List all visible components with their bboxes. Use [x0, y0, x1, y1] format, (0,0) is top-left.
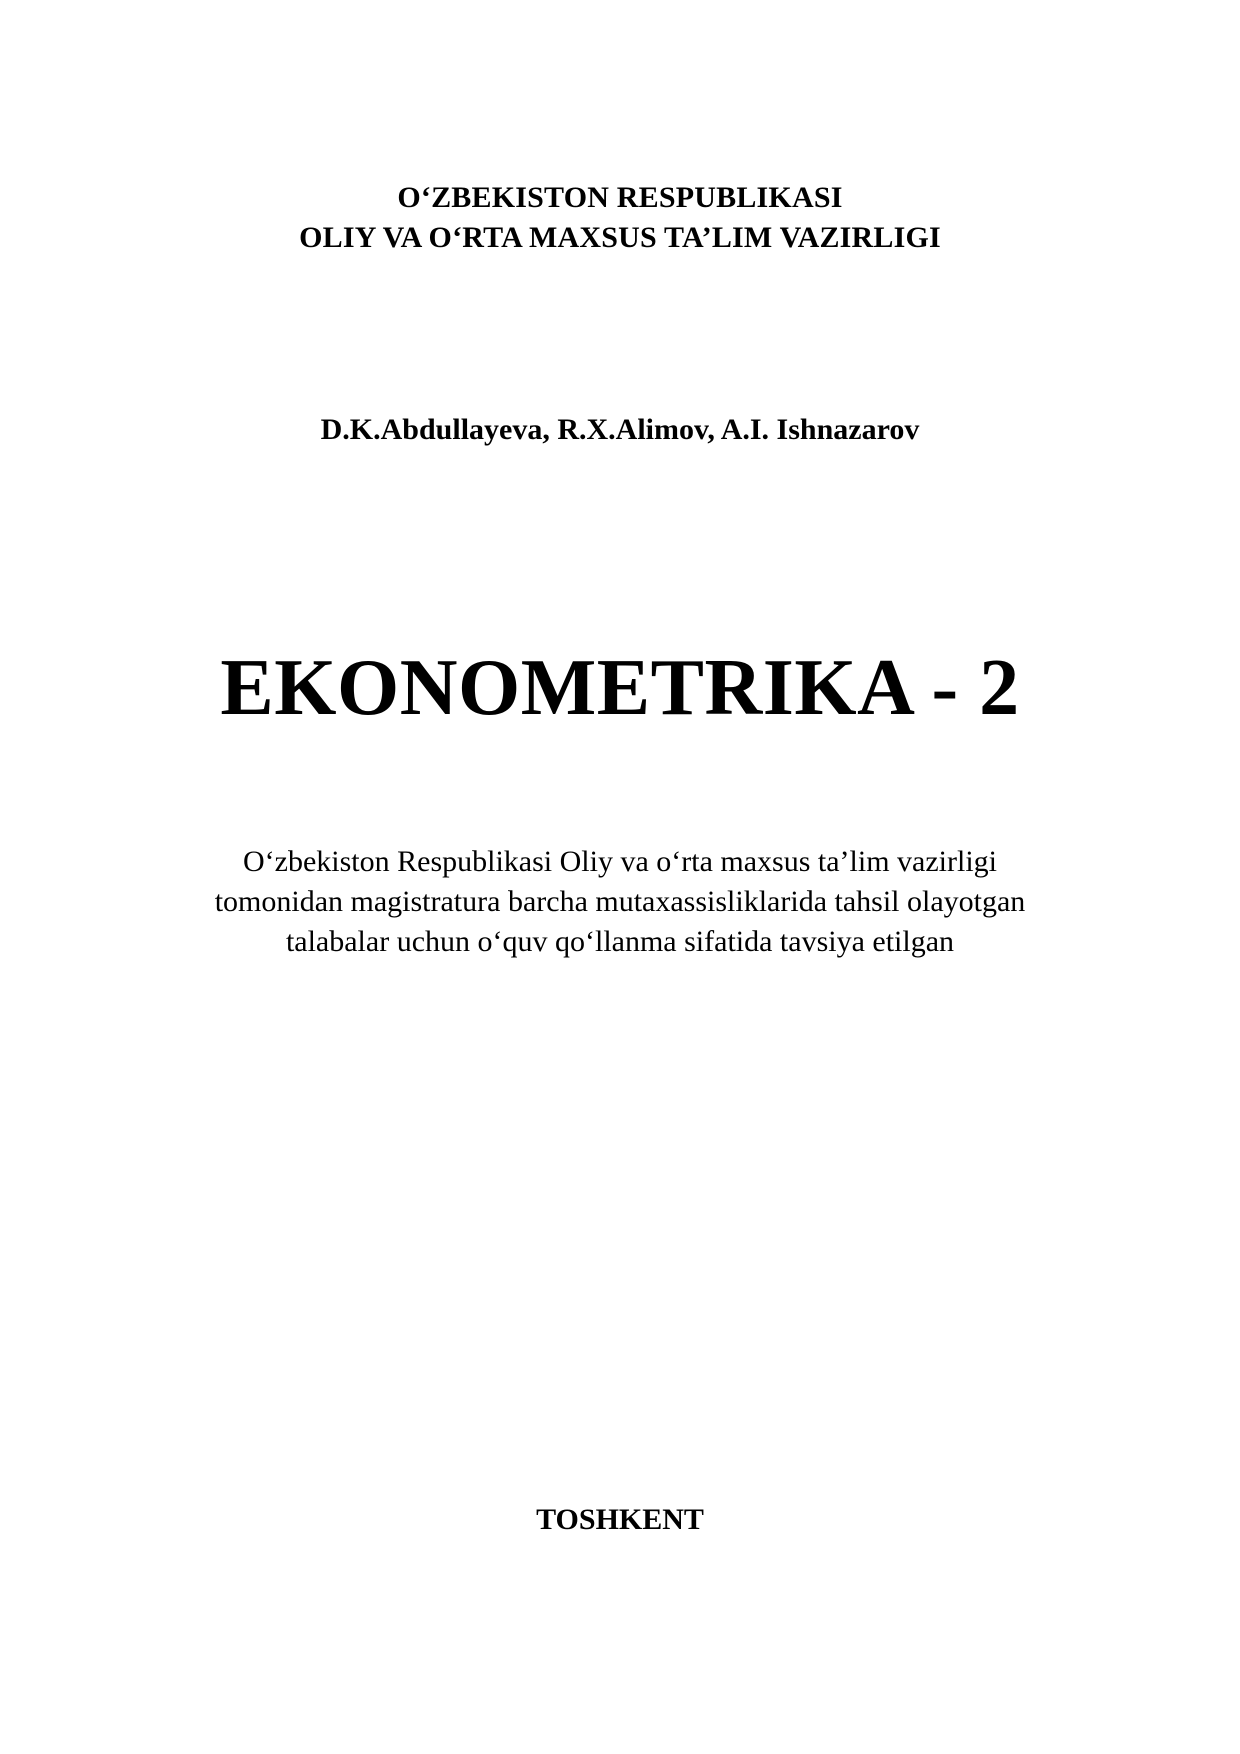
ministry-heading — [0, 178, 1240, 258]
recommendation-line-2: tomonidan magistratura barcha mutaxassisliklarida tahsil olayotgan — [214, 885, 1026, 918]
authors-line: D.K.Abdullayeva, R.X.Alimov, A.I. Ishnazarov — [320, 413, 920, 446]
book-title: EKONOMETRIKA - 2 — [220, 644, 1020, 732]
ministry-line-1: O‘ZBEKISTON RESPUBLIKASI — [397, 181, 843, 214]
publication-city: TOSHKENT — [536, 1503, 704, 1536]
recommendation-line-1: O‘zbekiston Respublikasi Oliy va o‘rta maxsus ta’lim vazirligi — [242, 845, 997, 878]
recommendation-line-3: talabalar uchun o‘quv qo‘llanma sifatida tavsiya etilgan — [285, 925, 955, 958]
ministry-line-2: OLIY VA O‘RTA MAXSUS TA’LIM VAZIRLIGI — [299, 221, 941, 254]
recommendation-text — [0, 842, 1240, 962]
